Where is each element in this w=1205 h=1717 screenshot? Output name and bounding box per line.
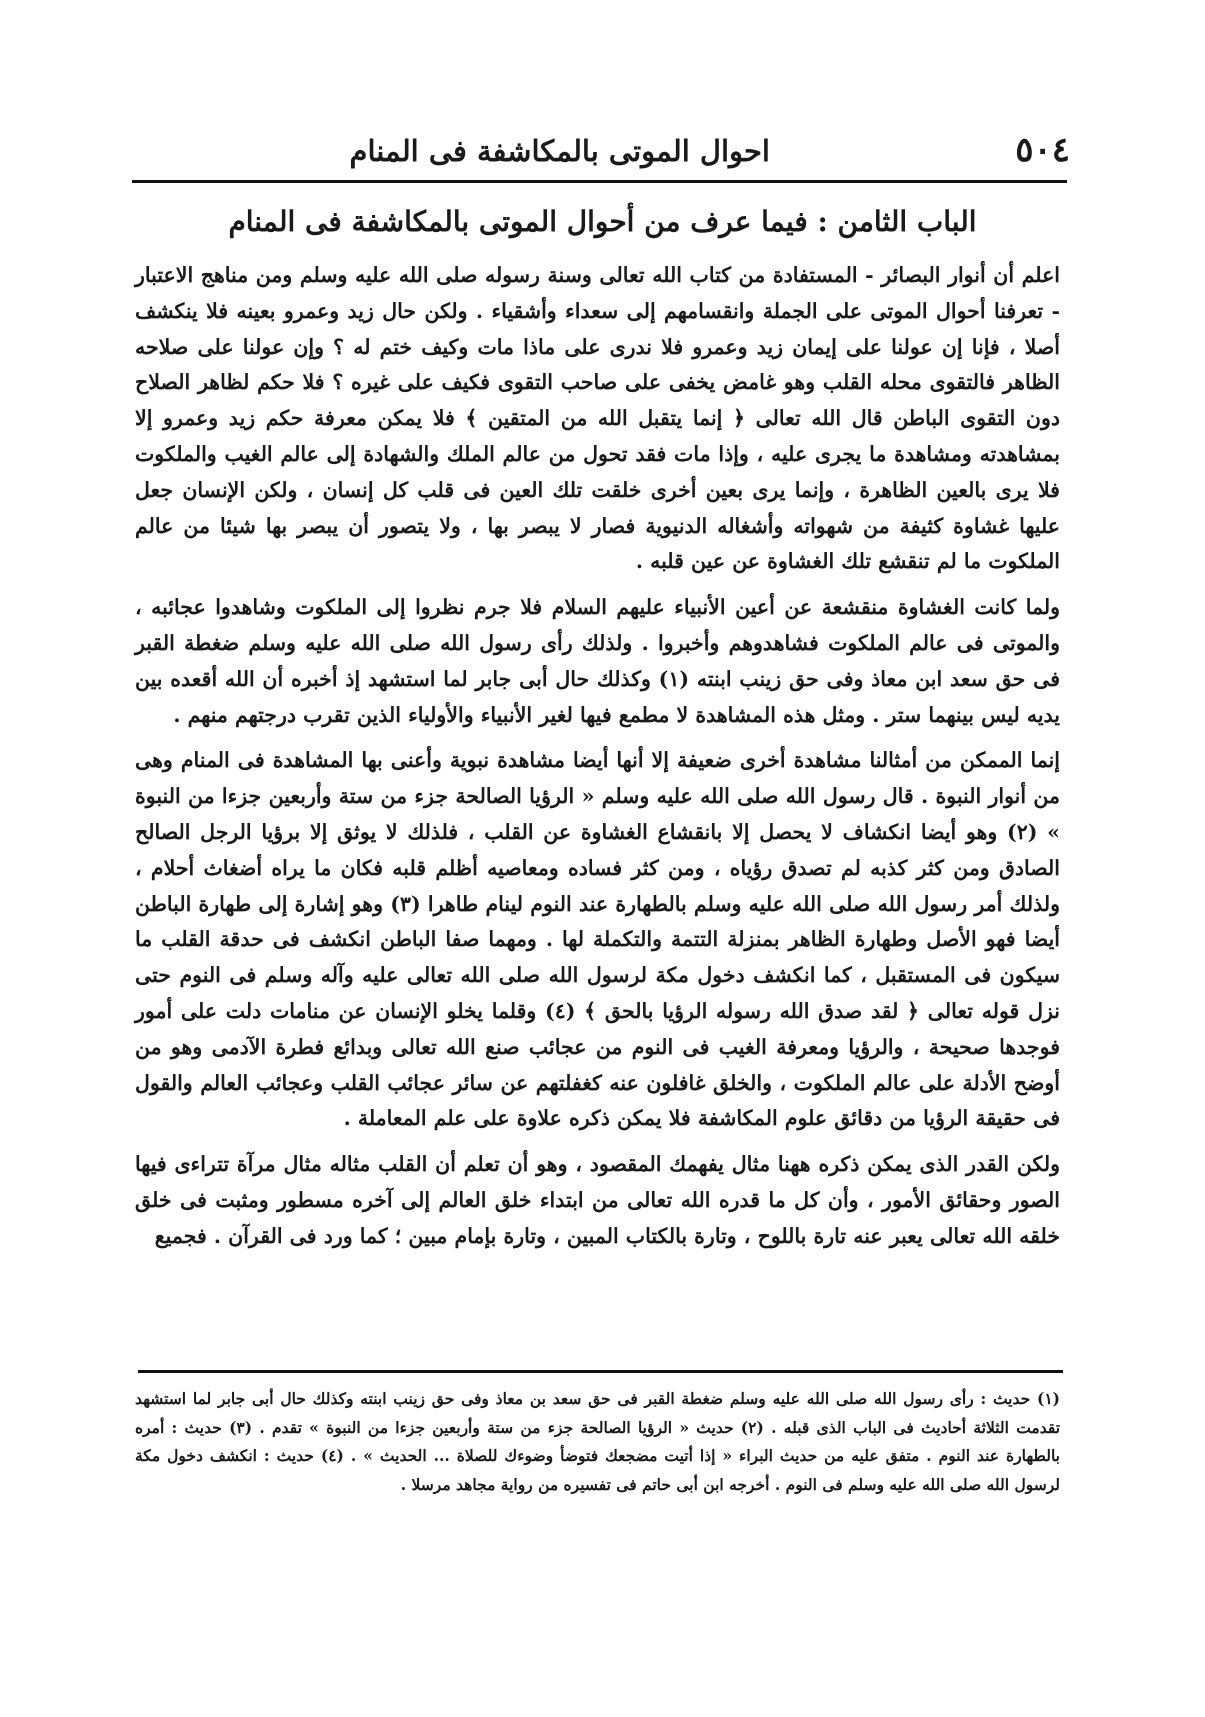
header-rule xyxy=(132,180,1067,183)
paragraph: ولما كانت الغشاوة منقشعة عن أعين الأنبياء عليهم السلام فلا جرم نظروا إلى الملكوت وشاهدوا عجائبه ، والموتى فى عالم الملكوت فشاهدوهم وأخبروا . ولذلك رأى رسول الله صلى الله عليه وسلم ضغطة القبر فى حق سعد ابن معاذ وفى حق زينب ابنته (١) وكذلك حال أبى جابر لما استشهد إذ أخبره أن الله أقعده بين يديه ليس بينهما ستر . ومثل هذه المشاهدة لا مطمع فيها لغير الأنبياء والأولياء الذين تقرب درجتهم منهم . xyxy=(135,595,1061,727)
running-title: احوال الموتى بالمكاشفة فى المنام xyxy=(349,134,770,168)
paragraph: ولكن القدر الذى يمكن ذكره ههنا مثال يفهمك المقصود ، وهو أن تعلم أن القلب مثاله مثال مرآة تتراءى فيها الصور وحقائق الأمور ، وأن كل ما قدره الله تعالى من ابتداء خلق العالم إلى آخره مسطور ومثبت فى خلق خلقه الله تعالى يعبر عنه تارة باللوح ، وتارة بالكتاب المبين ، وتارة بإمام مبين ؛ كما ورد فى القرآن . فجميع xyxy=(135,1152,1060,1248)
footnote-rule xyxy=(138,1370,1063,1373)
page-header xyxy=(135,126,1070,176)
footnote: (١) حديث : رأى رسول الله صلى الله عليه وسلم ضغطة القبر فى حق سعد بن معاذ وفى حق زينب ابنته وكذلك حال أبى جابر لما استشهد تقدمت الثلاثة أحاديث فى الباب الذى قبله . (٢) حديث « الرؤيا الصالحة جزء من ستة وأربعين جزءا من النبوة » تقدم . (٣) حديث : أمره بالطهارة عند النوم . متفق عليه من حديث البراء « إذا أتيت مضجعك فتوضأ وضوءك للصلاة ... الحديث » . (٤) حديث : انكشف دخول مكة لرسول الله صلى الله عليه وسلم فى النوم . أخرجه ابن أبى حاتم فى تفسيره من رواية مجاهد مرسلا . xyxy=(135,1389,1061,1494)
chapter-title: الباب الثامن : فيما عرف من أحوال الموتى بالمكاشفة فى المنام xyxy=(228,205,977,238)
paragraph: إنما الممكن من أمثالنا مشاهدة أخرى ضعيفة إلا أنها أيضا مشاهدة نبوية وأعنى بها المشاهدة فى المنام وهى من أنوار النبوة . قال رسول الله صلى الله عليه وسلم « الرؤيا الصالحة جزء من ستة وأربعين جزءا من النبوة » (٢) وهو أيضا انكشاف لا يحصل إلا بانقشاع الغشاوة عن القلب ، فلذلك لا يوثق إلا برؤيا الرجل الصالح الصادق ومن كثر كذبه لم تصدق رؤياه ، ومن كثر فساده ومعاصيه أظلم قلبه فكان ما يراه أضغاث أحلام ، ولذلك أمر رسول الله صلى الله عليه وسلم بالطهارة عند النوم لينام طاهرا (٣) وهو إشارة إلى طهارة الباطن أيضا فهو الأصل وطهارة الظاهر بمنزلة التتمة والتكملة لها . ومهما صفا الباطن انكشف فى حدقة القلب ما سيكون فى المستقبل ، كما انكشف دخول مكة لرسول الله صلى الله تعالى عليه وآله وسلم فى النوم حتى نزل قوله تعالى ﴿ لقد صدق الله رسوله الرؤيا بالحق ﴾ (٤) وقلما يخلو الإنسان عن منامات دلت على أمور فوجدها صحيحة ، والرؤيا ومعرفة الغيب فى النوم من عجائب صنع الله تعالى وبدائع فطرة الآدمى وهو من أوضح الأدلة على عالم الملكوت ، والخلق غافلون عنه كغفلتهم عن سائر عجائب القلب وعجائب العالم والقول فى حقيقة الرؤيا من دقائق علوم المكاشفة فلا يمكن ذكره علاوة على علم المعاملة . xyxy=(135,748,1060,1131)
page-number: ٥٠٤ xyxy=(1015,130,1070,170)
footnotes xyxy=(135,1385,1060,1499)
paragraph: اعلم أن أنوار البصائر - المستفادة من كتاب الله تعالى وسنة رسوله صلى الله عليه وسلم ومن مناهج الاعتبار - تعرفنا أحوال الموتى على الجملة وانقسامهم إلى سعداء وأشقياء . ولكن حال زيد وعمرو بعينه فلا ينكشف أصلا ، فإنا إن عولنا على إيمان زيد وعمرو فلا ندرى على ماذا مات وكيف ختم له ؟ وإن عولنا على صلاحه الظاهر فالتقوى محله القلب وهو غامض يخفى على صاحب التقوى فكيف على غيره ؟ فلا حكم لظاهر الصلاح دون التقوى الباطن قال الله تعالى ﴿ إنما يتقبل الله من المتقين ﴾ فلا يمكن معرفة حكم زيد وعمرو إلا بمشاهدته ومشاهدة ما يجرى عليه ، وإذا مات فقد تحول من عالم الملك والشهادة إلى عالم الغيب والملكوت فلا يرى بالعين الظاهرة ، وإنما يرى بعين أخرى خلقت تلك العين فى قلب كل إنسان ، ولكن الإنسان جعل عليها غشاوة كثيفة من شهواته وأشغاله الدنيوية فصار لا يبصر بها ، ولا يتصور أن يبصر بها شيئا من عالم الملكوت ما لم تنقشع تلك الغشاوة عن عين قلبه . xyxy=(135,263,1060,574)
main-text xyxy=(135,258,1060,1255)
